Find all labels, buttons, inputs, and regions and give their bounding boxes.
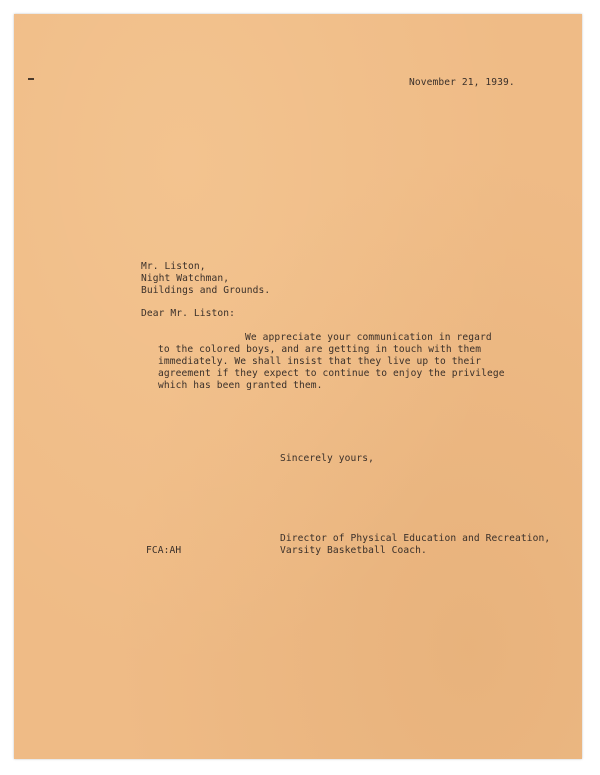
letter-date: November 21, 1939. <box>409 77 515 88</box>
typist-initials: FCA:AH <box>146 545 182 556</box>
recipient-line-2: Night Watchman, <box>141 273 230 284</box>
salutation: Dear Mr. Liston: <box>141 308 236 319</box>
body-line-4: agreement if they expect to continue to enjoy the privilege <box>158 368 505 379</box>
closing: Sincerely yours, <box>280 453 375 464</box>
body-line-1: We appreciate your communication in regard <box>245 332 492 343</box>
body-line-5: which has been granted them. <box>158 380 323 391</box>
signature-line-2: Varsity Basketball Coach. <box>280 545 427 556</box>
recipient-line-1: Mr. Liston, <box>141 261 206 272</box>
recipient-line-3: Buildings and Grounds. <box>141 285 271 296</box>
letter-page <box>14 14 582 759</box>
body-line-3: immediately. We shall insist that they live up to their <box>158 356 482 367</box>
signature-line-1: Director of Physical Education and Recreation, <box>280 533 551 544</box>
body-line-2: to the colored boys, and are getting in touch with them <box>158 344 482 355</box>
margin-mark <box>28 78 34 80</box>
